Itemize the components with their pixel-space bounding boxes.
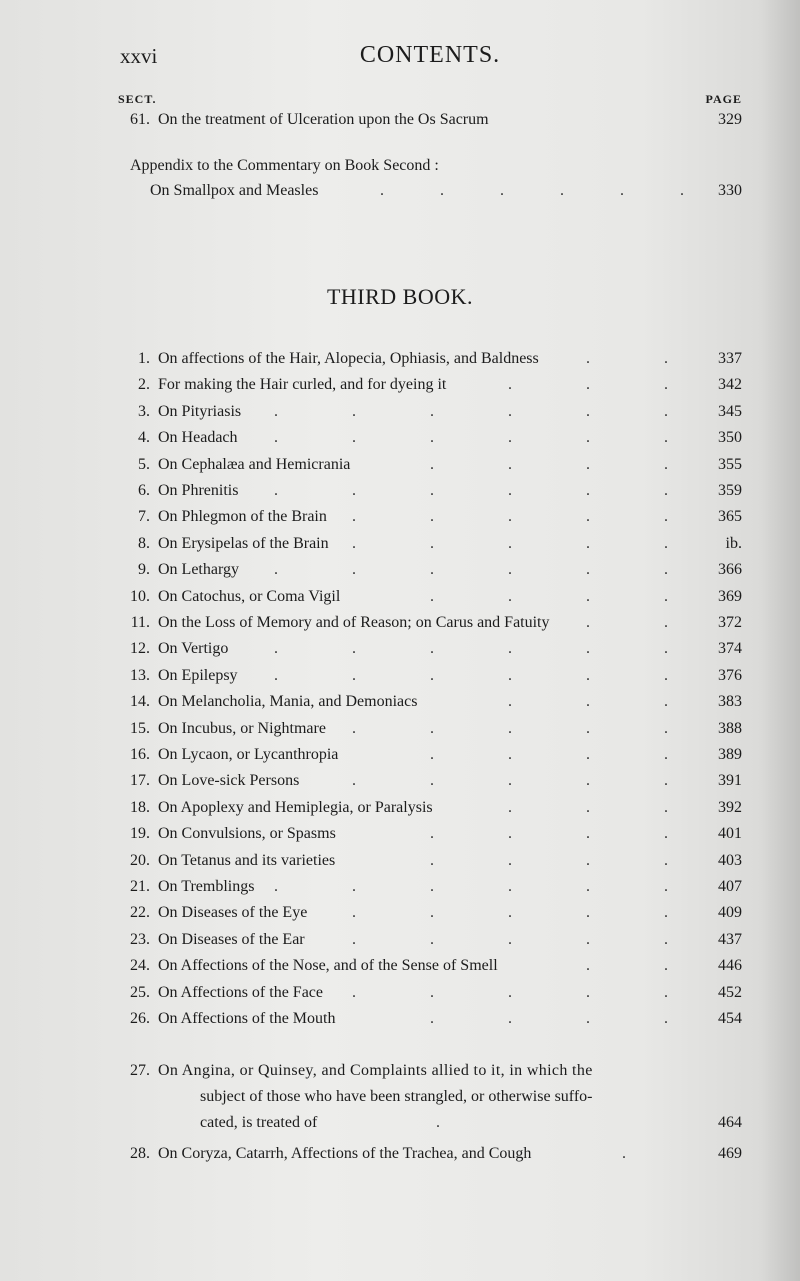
entry-number: 7.	[138, 508, 150, 525]
leader-dot: .	[430, 1010, 434, 1027]
entry-title: On Smallpox and Measles	[150, 182, 319, 199]
toc-entry	[0, 718, 800, 740]
toc-entry-continuation	[0, 1112, 800, 1134]
leader-dot: .	[586, 720, 590, 737]
leader-dot: .	[586, 931, 590, 948]
entry-title: On Affections of the Mouth	[158, 1010, 336, 1027]
toc-entry	[0, 180, 800, 202]
entry-title: On Erysipelas of the Brain	[158, 535, 329, 552]
entry-title: On affections of the Hair, Alopecia, Ophiasis, and Baldness	[158, 350, 539, 367]
entry-number: 5.	[138, 456, 150, 473]
leader-dot: .	[664, 1010, 668, 1027]
entry-title: On Convulsions, or Spasms	[158, 825, 336, 842]
leader-dot: .	[664, 720, 668, 737]
leader-dot: .	[352, 772, 356, 789]
entry-page: 407	[718, 878, 742, 895]
toc-entry	[0, 401, 800, 423]
entry-number: 16.	[130, 746, 150, 763]
leader-dot: .	[508, 456, 512, 473]
entry-page: 355	[718, 456, 742, 473]
entry-title: For making the Hair curled, and for dyeing it	[158, 376, 447, 393]
leader-dot: .	[664, 772, 668, 789]
toc-entry	[0, 586, 800, 608]
leader-dot: .	[352, 508, 356, 525]
leader-dot: .	[352, 561, 356, 578]
leader-dot: .	[430, 640, 434, 657]
entry-number: 26.	[130, 1010, 150, 1027]
running-title: CONTENTS.	[359, 42, 501, 68]
entry-number: 15.	[130, 720, 150, 737]
leader-dot: .	[430, 456, 434, 473]
entry-title: On Lethargy	[158, 561, 240, 578]
leader-dot: .	[508, 1010, 512, 1027]
leader-dot: .	[508, 535, 512, 552]
entry-title: On Phrenitis	[158, 482, 239, 499]
entry-page: 365	[718, 508, 742, 525]
leader-dot: .	[664, 852, 668, 869]
toc-entry	[0, 850, 800, 872]
leader-dot: .	[508, 561, 512, 578]
toc-entry	[0, 109, 800, 131]
leader-dot: .	[352, 640, 356, 657]
entry-number: 10.	[130, 588, 150, 605]
entry-title: On Cephalæa and Hemicrania	[158, 456, 351, 473]
entry-number: 27.	[130, 1062, 150, 1079]
leader-dot: .	[508, 878, 512, 895]
leader-dot: .	[508, 852, 512, 869]
leader-dot: .	[586, 667, 590, 684]
page-column-label: PAGE	[705, 92, 742, 106]
toc-entry	[0, 929, 800, 951]
toc-entry	[0, 982, 800, 1004]
leader-dot: .	[586, 1010, 590, 1027]
leader-dot: .	[430, 588, 434, 605]
leader-dot: .	[664, 535, 668, 552]
entry-title: On Headach	[158, 429, 238, 446]
running-header	[120, 42, 740, 72]
entry-number: 19.	[130, 825, 150, 842]
leader-dot: .	[664, 482, 668, 499]
entry-number: 23.	[130, 931, 150, 948]
leader-dot: .	[586, 588, 590, 605]
entry-page: 469	[718, 1145, 742, 1162]
leader-dot: .	[352, 482, 356, 499]
toc-entry	[0, 770, 800, 792]
entry-title: On Love-sick Persons	[158, 772, 300, 789]
leader-dot: .	[430, 904, 434, 921]
entry-title: On Coryza, Catarrh, Affections of the Trachea, and Cough	[158, 1145, 532, 1162]
leader-dot: .	[586, 456, 590, 473]
entry-page: 329	[718, 111, 742, 128]
leader-dot: .	[586, 799, 590, 816]
leader-dot: .	[664, 456, 668, 473]
leader-dot: .	[430, 561, 434, 578]
entry-title: On Tremblings	[158, 878, 255, 895]
entry-number: 21.	[130, 878, 150, 895]
leader-dot: .	[508, 588, 512, 605]
entry-page: 372	[718, 614, 742, 631]
entry-page: 464	[718, 1114, 742, 1131]
leader-dot: .	[352, 535, 356, 552]
leader-dot: .	[664, 825, 668, 842]
leader-dot: .	[352, 878, 356, 895]
leader-dot: .	[664, 799, 668, 816]
entry-title: On Affections of the Nose, and of the Sense of Smell	[158, 957, 498, 974]
leader-dot: .	[664, 931, 668, 948]
leader-dot: .	[664, 350, 668, 367]
entry-page: 452	[718, 984, 742, 1001]
leader-dot: .	[274, 561, 278, 578]
entry-title: On Melancholia, Mania, and Demoniacs	[158, 693, 418, 710]
leader-dot: .	[508, 376, 512, 393]
entry-title: On Vertigo	[158, 640, 229, 657]
entry-page: 376	[718, 667, 742, 684]
entry-number: 28.	[130, 1145, 150, 1162]
leader-dot: .	[274, 429, 278, 446]
entry-number: 14.	[130, 693, 150, 710]
leader-dot: .	[352, 720, 356, 737]
leader-dot: .	[274, 878, 278, 895]
entry-number: 13.	[130, 667, 150, 684]
leader-dot: .	[664, 429, 668, 446]
leader-dot: .	[430, 403, 434, 420]
leader-dot: .	[430, 931, 434, 948]
entry-page: 437	[718, 931, 742, 948]
leader-dot: .	[508, 931, 512, 948]
leader-dot: .	[586, 772, 590, 789]
toc-entry	[0, 691, 800, 713]
page-folio: xxvi	[120, 44, 158, 68]
leader-dot: .	[664, 957, 668, 974]
entry-page: 389	[718, 746, 742, 763]
leader-dot: .	[508, 720, 512, 737]
leader-dot: .	[586, 614, 590, 631]
toc-entry	[0, 612, 800, 634]
leader-dot: .	[508, 799, 512, 816]
entry-page: 454	[718, 1010, 742, 1027]
toc-entry	[0, 559, 800, 581]
entry-number: 20.	[130, 852, 150, 869]
leader-dot: .	[586, 429, 590, 446]
entry-number: 1.	[138, 350, 150, 367]
entry-page: 388	[718, 720, 742, 737]
entry-number: 6.	[138, 482, 150, 499]
leader-dot: .	[430, 429, 434, 446]
leader-dot: .	[664, 376, 668, 393]
entry-page: 374	[718, 640, 742, 657]
toc-entry	[0, 480, 800, 502]
entry-title: On Angina, or Quinsey, and Complaints allied to it, in which the	[158, 1062, 593, 1079]
leader-dot: .	[586, 376, 590, 393]
entry-page: 359	[718, 482, 742, 499]
entry-title: On Affections of the Face	[158, 984, 323, 1001]
leader-dot: .	[664, 667, 668, 684]
leader-dot: .	[664, 746, 668, 763]
leader-dots: .	[436, 1114, 440, 1131]
toc-entry	[0, 876, 800, 898]
entry-number: 25.	[130, 984, 150, 1001]
entry-title: On Tetanus and its varieties	[158, 852, 336, 869]
leader-dot: .	[430, 535, 434, 552]
entry-page: 446	[718, 957, 742, 974]
leader-dot: .	[430, 482, 434, 499]
toc-entry	[0, 1008, 800, 1030]
leader-dot: .	[508, 403, 512, 420]
leader-dot: .	[508, 693, 512, 710]
leader-dot: .	[664, 588, 668, 605]
leader-dot: .	[274, 667, 278, 684]
leader-dot: .	[352, 667, 356, 684]
entry-page: 383	[718, 693, 742, 710]
entry-page: 391	[718, 772, 742, 789]
leader-dot: .	[508, 904, 512, 921]
leader-dot: .	[586, 852, 590, 869]
entry-page: 392	[718, 799, 742, 816]
leader-dot: .	[664, 878, 668, 895]
leader-dot: .	[430, 878, 434, 895]
leader-dot: .	[664, 640, 668, 657]
leader-dot: .	[508, 772, 512, 789]
toc-entry	[0, 744, 800, 766]
entry-title: On Diseases of the Eye	[158, 904, 308, 921]
toc-entry	[0, 1060, 800, 1082]
entry-page: 401	[718, 825, 742, 842]
leader-dots: . . . . . .	[380, 182, 684, 199]
entry-page: ib.	[725, 535, 742, 552]
entry-page: 403	[718, 852, 742, 869]
leader-dot: .	[664, 984, 668, 1001]
entry-title: On Phlegmon of the Brain	[158, 508, 327, 525]
leader-dot: .	[586, 350, 590, 367]
entry-title: On the Loss of Memory and of Reason; on Carus and Fatuity	[158, 614, 550, 631]
leader-dot: .	[274, 403, 278, 420]
leader-dot: .	[430, 984, 434, 1001]
appendix-title: Appendix to the Commentary on Book Second :	[130, 157, 439, 174]
leader-dot: .	[586, 984, 590, 1001]
toc-entry	[0, 823, 800, 845]
leader-dot: .	[586, 957, 590, 974]
leader-dot: .	[430, 508, 434, 525]
leader-dot: .	[352, 984, 356, 1001]
entry-number: 17.	[130, 772, 150, 789]
leader-dot: .	[664, 508, 668, 525]
leader-dot: .	[586, 878, 590, 895]
entry-number: 4.	[138, 429, 150, 446]
toc-entry	[0, 638, 800, 660]
leader-dot: .	[430, 667, 434, 684]
toc-entry	[0, 665, 800, 687]
leader-dot: .	[352, 931, 356, 948]
leader-dot: .	[664, 561, 668, 578]
entry-page: 345	[718, 403, 742, 420]
leader-dot: .	[430, 746, 434, 763]
leader-dot: .	[664, 693, 668, 710]
toc-entry	[0, 454, 800, 476]
leader-dot: .	[586, 640, 590, 657]
entry-title: On Catochus, or Coma Vigil	[158, 588, 341, 605]
leader-dot: .	[274, 482, 278, 499]
entry-title: On Lycaon, or Lycanthropia	[158, 746, 339, 763]
entry-number: 8.	[138, 535, 150, 552]
toc-entry	[0, 374, 800, 396]
leader-dot: .	[586, 482, 590, 499]
entry-page: 366	[718, 561, 742, 578]
leader-dot: .	[430, 852, 434, 869]
toc-entry	[0, 955, 800, 977]
leader-dot: .	[586, 825, 590, 842]
toc-entry	[0, 533, 800, 555]
leader-dot: .	[586, 693, 590, 710]
entry-number: 11.	[130, 614, 150, 631]
entry-title: On Epilepsy	[158, 667, 238, 684]
entry-page: 337	[718, 350, 742, 367]
leader-dot: .	[586, 904, 590, 921]
entry-number: 61.	[130, 111, 150, 128]
leader-dot: .	[508, 508, 512, 525]
leader-dot: .	[586, 561, 590, 578]
leader-dot: .	[586, 746, 590, 763]
leader-dot: .	[508, 429, 512, 446]
entry-number: 18.	[130, 799, 150, 816]
entry-page: 409	[718, 904, 742, 921]
leader-dot: .	[430, 772, 434, 789]
entry-title-continued: subject of those who have been strangled, or otherwise suffo-	[200, 1088, 593, 1105]
toc-entry	[0, 348, 800, 370]
entry-page: 330	[718, 182, 742, 199]
toc-entry	[0, 797, 800, 819]
entry-page: 342	[718, 376, 742, 393]
entry-title: On Diseases of the Ear	[158, 931, 305, 948]
leader-dot: .	[352, 904, 356, 921]
entry-page: 369	[718, 588, 742, 605]
toc-entry	[0, 427, 800, 449]
leader-dot: .	[430, 825, 434, 842]
leader-dot: .	[508, 825, 512, 842]
toc-entry-continuation	[0, 1086, 800, 1108]
leader-dot: .	[664, 403, 668, 420]
entry-number: 12.	[130, 640, 150, 657]
leader-dot: .	[586, 403, 590, 420]
entry-page: 350	[718, 429, 742, 446]
entry-title-continued: cated, is treated of	[200, 1114, 318, 1131]
leader-dot: .	[508, 640, 512, 657]
toc-entry	[0, 902, 800, 924]
entry-number: 9.	[138, 561, 150, 578]
entry-number: 24.	[130, 957, 150, 974]
leader-dot: .	[508, 746, 512, 763]
leader-dot: .	[664, 904, 668, 921]
sect-column-label: SECT.	[118, 92, 157, 106]
entry-title: On Incubus, or Nightmare	[158, 720, 326, 737]
entry-number: 2.	[138, 376, 150, 393]
leader-dots: .	[622, 1145, 626, 1162]
toc-entry	[0, 1143, 800, 1165]
section-heading: THIRD BOOK.	[326, 284, 474, 309]
leader-dot: .	[274, 640, 278, 657]
leader-dot: .	[586, 508, 590, 525]
entry-title: On Pityriasis	[158, 403, 242, 420]
entry-number: 22.	[130, 904, 150, 921]
leader-dot: .	[430, 720, 434, 737]
leader-dot: .	[508, 482, 512, 499]
entry-title: On the treatment of Ulceration upon the Os Sacrum	[158, 111, 489, 128]
leader-dot: .	[508, 667, 512, 684]
leader-dot: .	[664, 614, 668, 631]
appendix-heading	[0, 155, 800, 177]
leader-dot: .	[508, 984, 512, 1001]
entry-title: On Apoplexy and Hemiplegia, or Paralysis	[158, 799, 433, 816]
toc-entry	[0, 506, 800, 528]
leader-dot: .	[586, 535, 590, 552]
leader-dot: .	[352, 429, 356, 446]
leader-dot: .	[352, 403, 356, 420]
entry-number: 3.	[138, 403, 150, 420]
